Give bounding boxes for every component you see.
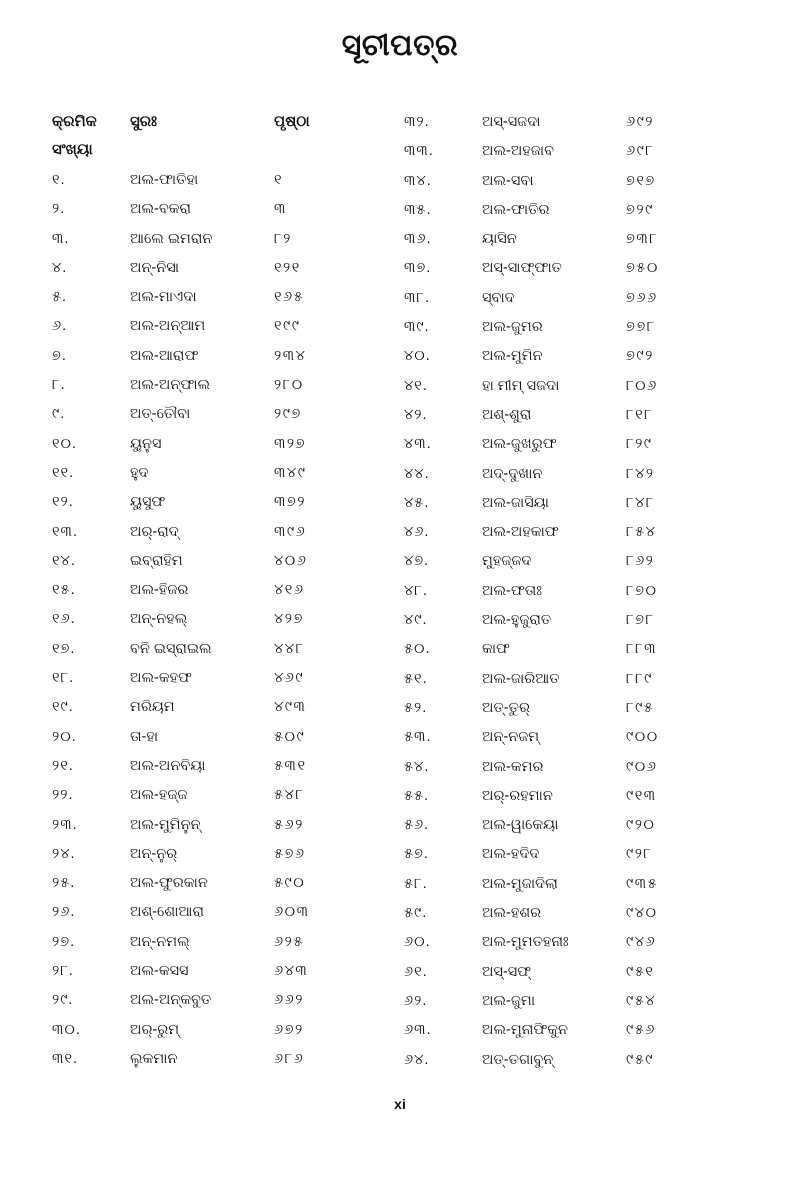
entry-surah-name: ଅତ୍-ତୌବା (130, 406, 191, 423)
entry-surah-name: ଅଲ-ଅନ୍ଫାଲ (130, 377, 211, 394)
toc-entry-row[interactable] (404, 108, 754, 137)
toc-entry-row[interactable] (404, 430, 754, 459)
entry-surah-name: ଅତ୍-ତଗାବୁନ୍ (482, 1051, 554, 1068)
entry-index: ୧୬. (52, 611, 76, 628)
header-serial-line2: ସଂଖ୍ୟା (52, 141, 93, 158)
entry-surah-name: ଅଲ-ଫୁରକାନ (130, 875, 208, 892)
toc-entry-row[interactable] (404, 665, 754, 694)
toc-entry-row[interactable] (404, 137, 754, 166)
entry-page-number: ୮୪୮ (626, 494, 655, 511)
entry-page-number: ୪୬୯ (274, 670, 305, 687)
toc-entry-row[interactable] (404, 225, 754, 254)
column-headers-left (52, 108, 402, 166)
toc-rows-left (52, 166, 402, 1074)
header-page: ପୃଷ୍ଠା (274, 113, 310, 130)
entry-index: ୪୦. (404, 348, 431, 365)
entry-index: ୫୬. (404, 817, 430, 834)
entry-index: ୩୬. (404, 231, 432, 248)
entry-page-number: ୮୯୫ (626, 699, 655, 716)
toc-entry-row[interactable] (404, 254, 754, 283)
entry-page-number: ୩୪୯ (274, 464, 307, 481)
header-serial-line1: କ୍ରମିକ (52, 113, 97, 130)
entry-surah-name: ହା ମୀମ୍ ସଜଦା (482, 377, 560, 394)
entry-page-number: ୯୨୦ (626, 817, 656, 834)
entry-index: ୪. (52, 259, 68, 276)
entry-page-number: ୭୭୮ (626, 319, 656, 336)
entry-index: ୧. (52, 172, 66, 188)
entry-index: ୧୪. (52, 552, 76, 569)
entry-surah-name: ବନି ଇସ୍ରାଇଲ (130, 640, 212, 657)
entry-surah-name: ୟାସିନ (482, 231, 517, 248)
entry-surah-name: ଅଲ-ଫାତିହା (130, 172, 199, 188)
entry-index: ୬୨. (404, 992, 428, 1009)
entry-page-number: ୮୮୯ (626, 670, 653, 687)
toc-entry-row[interactable] (52, 898, 402, 927)
entry-index: ୫. (52, 289, 68, 306)
entry-page-number: ୬୬୨ (274, 992, 304, 1009)
entry-index: ୨. (52, 201, 66, 218)
toc-entry-row[interactable] (404, 518, 754, 547)
entry-index: ୪୪. (404, 465, 430, 482)
entry-page-number: ୪୨୭ (274, 611, 304, 628)
entry-index: ୬୪. (404, 1051, 430, 1068)
header-serial-number (52, 108, 128, 164)
toc-entry-row[interactable] (52, 283, 402, 312)
entry-surah-name: ଅଲ-କମର (482, 758, 544, 775)
entry-surah-name: ଅନ୍-ନିସା (130, 259, 180, 276)
entry-page-number: ୮୪୨ (626, 465, 655, 482)
entry-index: ୩୨. (404, 114, 430, 130)
entry-surah-name: ଅଲ-ଜାସିୟା (482, 494, 549, 511)
toc-entry-row[interactable] (52, 781, 402, 810)
entry-page-number: ୫୬୨ (274, 816, 304, 833)
entry-surah-name: ଆଲେ ଇମରାନ (130, 230, 213, 247)
toc-column-right (404, 108, 754, 1068)
toc-entry-row[interactable] (52, 928, 402, 957)
entry-surah-name: ଅଲ-ଜୁମର (482, 319, 543, 336)
entry-page-number: ୭୧୭ (626, 172, 656, 189)
entry-surah-name: ଅଲ-ଅନ୍କବୁତ (130, 992, 212, 1009)
entry-page-number: ୭୬୬ (626, 289, 658, 306)
entry-page-number: ୧ (274, 172, 284, 188)
entry-page-number: ୬୯୮ (626, 143, 655, 160)
entry-index: ୮. (52, 377, 66, 394)
entry-page-number: ୬୦୩ (274, 904, 310, 921)
entry-index: ୪୮. (404, 582, 428, 599)
entry-index: ୬୩. (404, 1022, 432, 1039)
toc-entry-row[interactable] (52, 723, 402, 752)
entry-page-number: ୭୯୨ (626, 348, 654, 365)
toc-entry-row[interactable] (52, 312, 402, 341)
entry-surah-name: ଅଲ-ଫାତିର (482, 201, 550, 218)
toc-entry-row[interactable] (404, 372, 754, 401)
entry-surah-name: ଅଲ-ମୁମିନ (482, 348, 543, 365)
page-title: ସୂଚୀପତ୍ର (341, 29, 459, 62)
toc-entry-row[interactable] (52, 400, 402, 429)
entry-page-number: ୫୦୯ (274, 728, 306, 745)
entry-index: ୨୩. (52, 816, 78, 833)
toc-entry-row[interactable] (52, 254, 402, 283)
entry-index: ୧୫. (52, 582, 76, 599)
toc-entry-row[interactable] (404, 313, 754, 342)
entry-index: ୨୮. (52, 963, 74, 980)
entry-index: ୨୬. (52, 904, 76, 921)
entry-index: ୨୭. (52, 933, 76, 950)
toc-entry-row[interactable] (52, 225, 402, 254)
entry-page-number: ୮୭୮ (626, 612, 655, 629)
entry-surah-name: ଇବ୍ରାହିମ (130, 552, 183, 569)
entry-page-number: ୮୭୦ (626, 582, 658, 599)
entry-surah-name: ଅଲ-ଅନବିୟା (130, 757, 206, 774)
entry-surah-name: ଅଲ-ଜାରିଆତ (482, 670, 560, 687)
entry-surah-name: ଅଲ-ମୁନାଫିକୁନ (482, 1022, 569, 1039)
entry-page-number: ୩୯୬ (274, 523, 307, 540)
entry-index: ୨୧. (52, 757, 74, 774)
entry-page-number: ୧୯୯ (274, 318, 301, 335)
entry-index: ୩୩. (404, 143, 434, 160)
entry-page-number: ୯୫୪ (626, 992, 657, 1009)
toc-entry-row[interactable] (52, 430, 402, 459)
entry-index: ୩୮. (404, 289, 430, 306)
toc-entry-row[interactable] (52, 166, 402, 195)
entry-page-number: ୭୫୦ (626, 260, 659, 277)
entry-surah-name: ଅତ୍-ତୁର୍ (482, 699, 530, 716)
entry-surah-name: ଅଲ-ହୁଜୁରାତ (482, 612, 552, 629)
toc-entry-row[interactable] (52, 840, 402, 869)
entry-surah-name: ଅନ୍-ନଜମ୍ (482, 729, 540, 746)
entry-index: ୧୧. (52, 464, 75, 481)
entry-surah-name: ମରିୟମ (130, 699, 175, 716)
toc-entry-row[interactable] (404, 167, 754, 196)
entry-surah-name: ଅଲ-ଜୁଖରୁଫ (482, 436, 557, 453)
entry-index: ୪୬. (404, 524, 430, 541)
entry-page-number: ୯୦୦ (626, 729, 659, 746)
entry-page-number: ୩୨୭ (274, 435, 306, 452)
entry-index: ୭. (52, 347, 67, 364)
entry-page-number: ୬୪୩ (274, 963, 309, 980)
toc-entry-row[interactable] (404, 811, 754, 840)
toc-entry-row[interactable] (404, 723, 754, 752)
entry-index: ୧୮. (52, 670, 75, 687)
entry-index: ୪୧. (404, 377, 428, 394)
entry-index: ୩୦. (52, 1021, 81, 1038)
entry-page-number: ୨୮୦ (274, 377, 304, 394)
toc-entry-row[interactable] (404, 928, 754, 957)
entry-surah-name: ଅଲ-ହଶର (482, 905, 542, 922)
entry-index: ୫୨. (404, 699, 428, 716)
entry-surah-name: ମୁହଜ୍ଜଦ (482, 553, 532, 570)
entry-surah-name: ଲୁକମାନ (130, 1050, 178, 1067)
toc-column-left (52, 108, 402, 1068)
entry-index: ୨୯. (52, 992, 74, 1009)
entry-page-number: ୩ (274, 201, 287, 218)
entry-page-number: ୨୩୪ (274, 347, 307, 364)
toc-entry-row[interactable] (52, 518, 402, 547)
entry-surah-name: ଅଦ୍-ଦୁଖାନ (482, 465, 543, 482)
entry-surah-name: ଅଲ-ବକରା (130, 201, 192, 218)
entry-page-number: ୬୨୫ (274, 933, 304, 950)
entry-page-number: ୮୮୩ (626, 641, 658, 658)
toc-entry-row[interactable] (404, 753, 754, 782)
toc-entry-row[interactable] (52, 664, 402, 693)
entry-index: ୫୧. (404, 670, 428, 687)
entry-page-number: ୯୪୬ (626, 934, 657, 951)
entry-page-number: ୯୧୩ (626, 787, 657, 804)
toc-entry-row[interactable] (52, 342, 402, 371)
entry-page-number: ୮୧୮ (626, 406, 654, 423)
entry-surah-name: ଅନ୍-ନୁର୍ (130, 845, 178, 862)
entry-index: ୩୯. (404, 319, 430, 336)
entry-index: ୫୫. (404, 787, 430, 804)
entry-index: ୧୦. (52, 435, 78, 452)
entry-page-number: ୬୮୬ (274, 1050, 305, 1067)
toc-entry-row[interactable] (404, 1046, 754, 1075)
entry-page-number: ୮୦୬ (626, 377, 658, 394)
toc-entry-row[interactable] (404, 342, 754, 371)
entry-surah-name: ଅଶ୍-ଶୁରା (482, 406, 532, 423)
entry-index: ୧୩. (52, 523, 78, 540)
entry-surah-name: ଅଲ-ୱାକେୟା (482, 817, 559, 834)
entry-index: ୫୪. (404, 758, 430, 775)
entry-page-number: ୯୫୧ (626, 963, 655, 980)
entry-page-number: ୮୨ (274, 230, 292, 247)
entry-index: ୪୯. (404, 612, 428, 629)
entry-index: ୧୭. (52, 640, 76, 657)
entry-surah-name: ଅର୍-ରହମାନ (482, 787, 553, 804)
entry-surah-name: ଅଲ-ହଜ୍ଜ (130, 787, 188, 804)
entry-index: ୫୮. (404, 875, 428, 892)
toc-entry-row[interactable] (52, 635, 402, 664)
toc-entry-row[interactable] (52, 811, 402, 840)
entry-surah-name: ଅଲ-ମୁମିନୁନ୍ (130, 816, 201, 833)
toc-entry-row[interactable] (52, 547, 402, 576)
entry-page-number: ୯୦୬ (626, 758, 658, 775)
entry-surah-name: ତା-ହା (130, 728, 159, 745)
toc-entry-row[interactable] (52, 693, 402, 722)
toc-entry-row[interactable] (52, 869, 402, 898)
entry-index: ୫୩. (404, 729, 432, 746)
entry-index: ୩୭. (404, 260, 432, 277)
entry-surah-name: ଅଲ-ଅହଜାବ (482, 143, 554, 160)
toc-columns (0, 108, 800, 1068)
entry-index: ୨୪. (52, 845, 76, 862)
entry-index: ୯. (52, 406, 66, 423)
entry-surah-name: ଅଲ-ସବା (482, 172, 534, 189)
entry-page-number: ୯୩୫ (626, 875, 659, 892)
entry-page-number: ୯୪୦ (626, 905, 658, 922)
toc-entry-row[interactable] (52, 1016, 402, 1045)
entry-index: ୩. (52, 230, 70, 247)
entry-surah-name: ଅଲ-କହଫ (130, 670, 192, 687)
toc-entry-row[interactable] (404, 577, 754, 606)
entry-page-number: ୫୭୬ (274, 845, 306, 862)
entry-index: ୫୭. (404, 846, 429, 863)
entry-index: ୪୩. (404, 436, 432, 453)
entry-surah-name: ଅଲ-ଅହକାଫ (482, 524, 559, 541)
entry-page-number: ୧୬୫ (274, 289, 305, 306)
toc-entry-row[interactable] (404, 489, 754, 518)
entry-index: ୪୫. (404, 494, 430, 511)
entry-index: ୬୦. (404, 934, 431, 951)
toc-entry-row[interactable] (404, 196, 754, 225)
entry-surah-name: ଅର୍-ରାଦ୍ (130, 523, 179, 540)
entry-page-number: ୪୯୩ (274, 699, 307, 716)
entry-surah-name: ଅଲ-ମୁମତହନାଃ (482, 934, 569, 951)
toc-entry-row[interactable] (52, 488, 402, 517)
toc-entry-row[interactable] (404, 987, 754, 1016)
toc-entry-row[interactable] (404, 547, 754, 576)
entry-surah-name: ଅଲ-ହିଜର (130, 582, 189, 599)
entry-index: ୪୨. (404, 406, 428, 423)
entry-page-number: ୫୯୦ (274, 875, 306, 892)
entry-surah-name: ଅଲ-କସସ (130, 963, 189, 980)
entry-index: ୪୭. (404, 553, 430, 570)
entry-page-number: ୯୨୮ (626, 846, 653, 863)
toc-entry-row[interactable] (404, 460, 754, 489)
entry-page-number: ୫୩୧ (274, 757, 307, 774)
entry-page-number: ୮୨୯ (626, 436, 653, 453)
entry-page-number: ୬୭୨ (274, 1021, 304, 1038)
entry-page-number: ୯୫୬ (626, 1022, 656, 1039)
toc-entry-row[interactable] (52, 459, 402, 488)
entry-surah-name: ଅସ୍-ସଫ୍ (482, 963, 532, 980)
entry-surah-name: ଅନ୍-ନହଲ୍ (130, 611, 188, 628)
toc-entry-row[interactable] (404, 694, 754, 723)
toc-entry-row[interactable] (404, 635, 754, 664)
entry-index: ୨୦. (52, 728, 77, 745)
entry-index: ୫୦. (404, 641, 431, 658)
toc-entry-row[interactable] (404, 958, 754, 987)
entry-surah-name: ଅର୍-ରୁମ୍ (130, 1021, 180, 1038)
toc-entry-row[interactable] (52, 371, 402, 400)
entry-page-number: ୭୩୮ (626, 231, 659, 248)
entry-surah-name: ଅଶ୍-ଶୋଆରା (130, 904, 204, 921)
entry-index: ୬୧. (404, 963, 428, 980)
entry-index: ୩୧. (52, 1050, 78, 1067)
entry-index: ୫୯. (404, 905, 428, 922)
entry-surah-name: ସ୍ବାଦ (482, 289, 515, 306)
entry-page-number: ୯୫୯ (626, 1051, 654, 1068)
entry-surah-name: ହୁଦ (130, 464, 149, 481)
toc-entry-row[interactable] (404, 870, 754, 899)
entry-page-number: ୪୧୬ (274, 582, 305, 599)
toc-entry-row[interactable] (52, 957, 402, 986)
entry-page-number: ୫୪୮ (274, 787, 305, 804)
entry-surah-name: ୟୁସୁଫ (130, 494, 166, 511)
toc-entry-row[interactable] (404, 401, 754, 430)
entry-page-number: ୮୫୪ (626, 524, 657, 541)
toc-entry-row[interactable] (404, 782, 754, 811)
entry-page-number: ୬୯୨ (626, 114, 655, 130)
entry-surah-name: ଅଲ-ମାଏଦା (130, 289, 197, 306)
toc-entry-row[interactable] (404, 606, 754, 635)
entry-surah-name: ଅଲ-ଆରାଫ (130, 347, 199, 364)
entry-index: ୬. (52, 318, 68, 335)
entry-page-number: ୪୪୮ (274, 640, 305, 657)
entry-surah-name: ଅଲ-ମୁଜାଦିଲା (482, 875, 558, 892)
entry-page-number: ୮୬୨ (626, 553, 655, 570)
toc-entry-row[interactable] (52, 1045, 402, 1074)
entry-page-number: ୨୯୭ (274, 406, 302, 423)
entry-index: ୧୯. (52, 699, 74, 716)
entry-surah-name: ଅନ୍-ନମଲ୍ (130, 933, 190, 950)
entry-page-number: ୩୭୨ (274, 494, 306, 511)
entry-surah-name: ଅସ୍-ସଜଦା (482, 114, 541, 130)
toc-entry-row[interactable] (52, 195, 402, 224)
toc-entry-row[interactable] (404, 899, 754, 928)
entry-page-number: ୧୨୧ (274, 259, 301, 276)
folio-page-number: xi (394, 1096, 406, 1112)
header-surah: ସୁରଃ (130, 113, 157, 130)
entry-index: ୨୨. (52, 787, 74, 804)
toc-entry-row[interactable] (52, 986, 402, 1015)
entry-index: ୨୫. (52, 875, 76, 892)
toc-entry-row[interactable] (404, 1016, 754, 1045)
entry-surah-name: ଅଲ-ଫତାଃ (482, 582, 542, 599)
entry-index: ୧୨. (52, 494, 74, 511)
entry-surah-name: କାଫ (482, 641, 510, 658)
entry-index: ୩୪. (404, 172, 432, 189)
entry-index: ୩୫. (404, 201, 432, 218)
entry-surah-name: ଅସ୍-ସାଫ୍ଫାତ (482, 260, 562, 277)
entry-page-number: ୪୦୬ (274, 552, 308, 569)
entry-surah-name: ଅଲ-ଅନ୍ଆମ (130, 318, 206, 335)
toc-rows-right (404, 108, 754, 1075)
toc-entry-row[interactable] (404, 284, 754, 313)
entry-page-number: ୭୨୯ (626, 201, 654, 218)
toc-entry-row[interactable] (52, 576, 402, 605)
toc-entry-row[interactable] (52, 605, 402, 634)
toc-entry-row[interactable] (404, 840, 754, 869)
entry-surah-name: ଅଲ-ଜୁମା (482, 992, 536, 1009)
toc-entry-row[interactable] (52, 752, 402, 781)
entry-surah-name: ଅଲ-ହଦିଦ (482, 846, 540, 863)
entry-surah-name: ୟୁନୁସ (130, 435, 162, 452)
